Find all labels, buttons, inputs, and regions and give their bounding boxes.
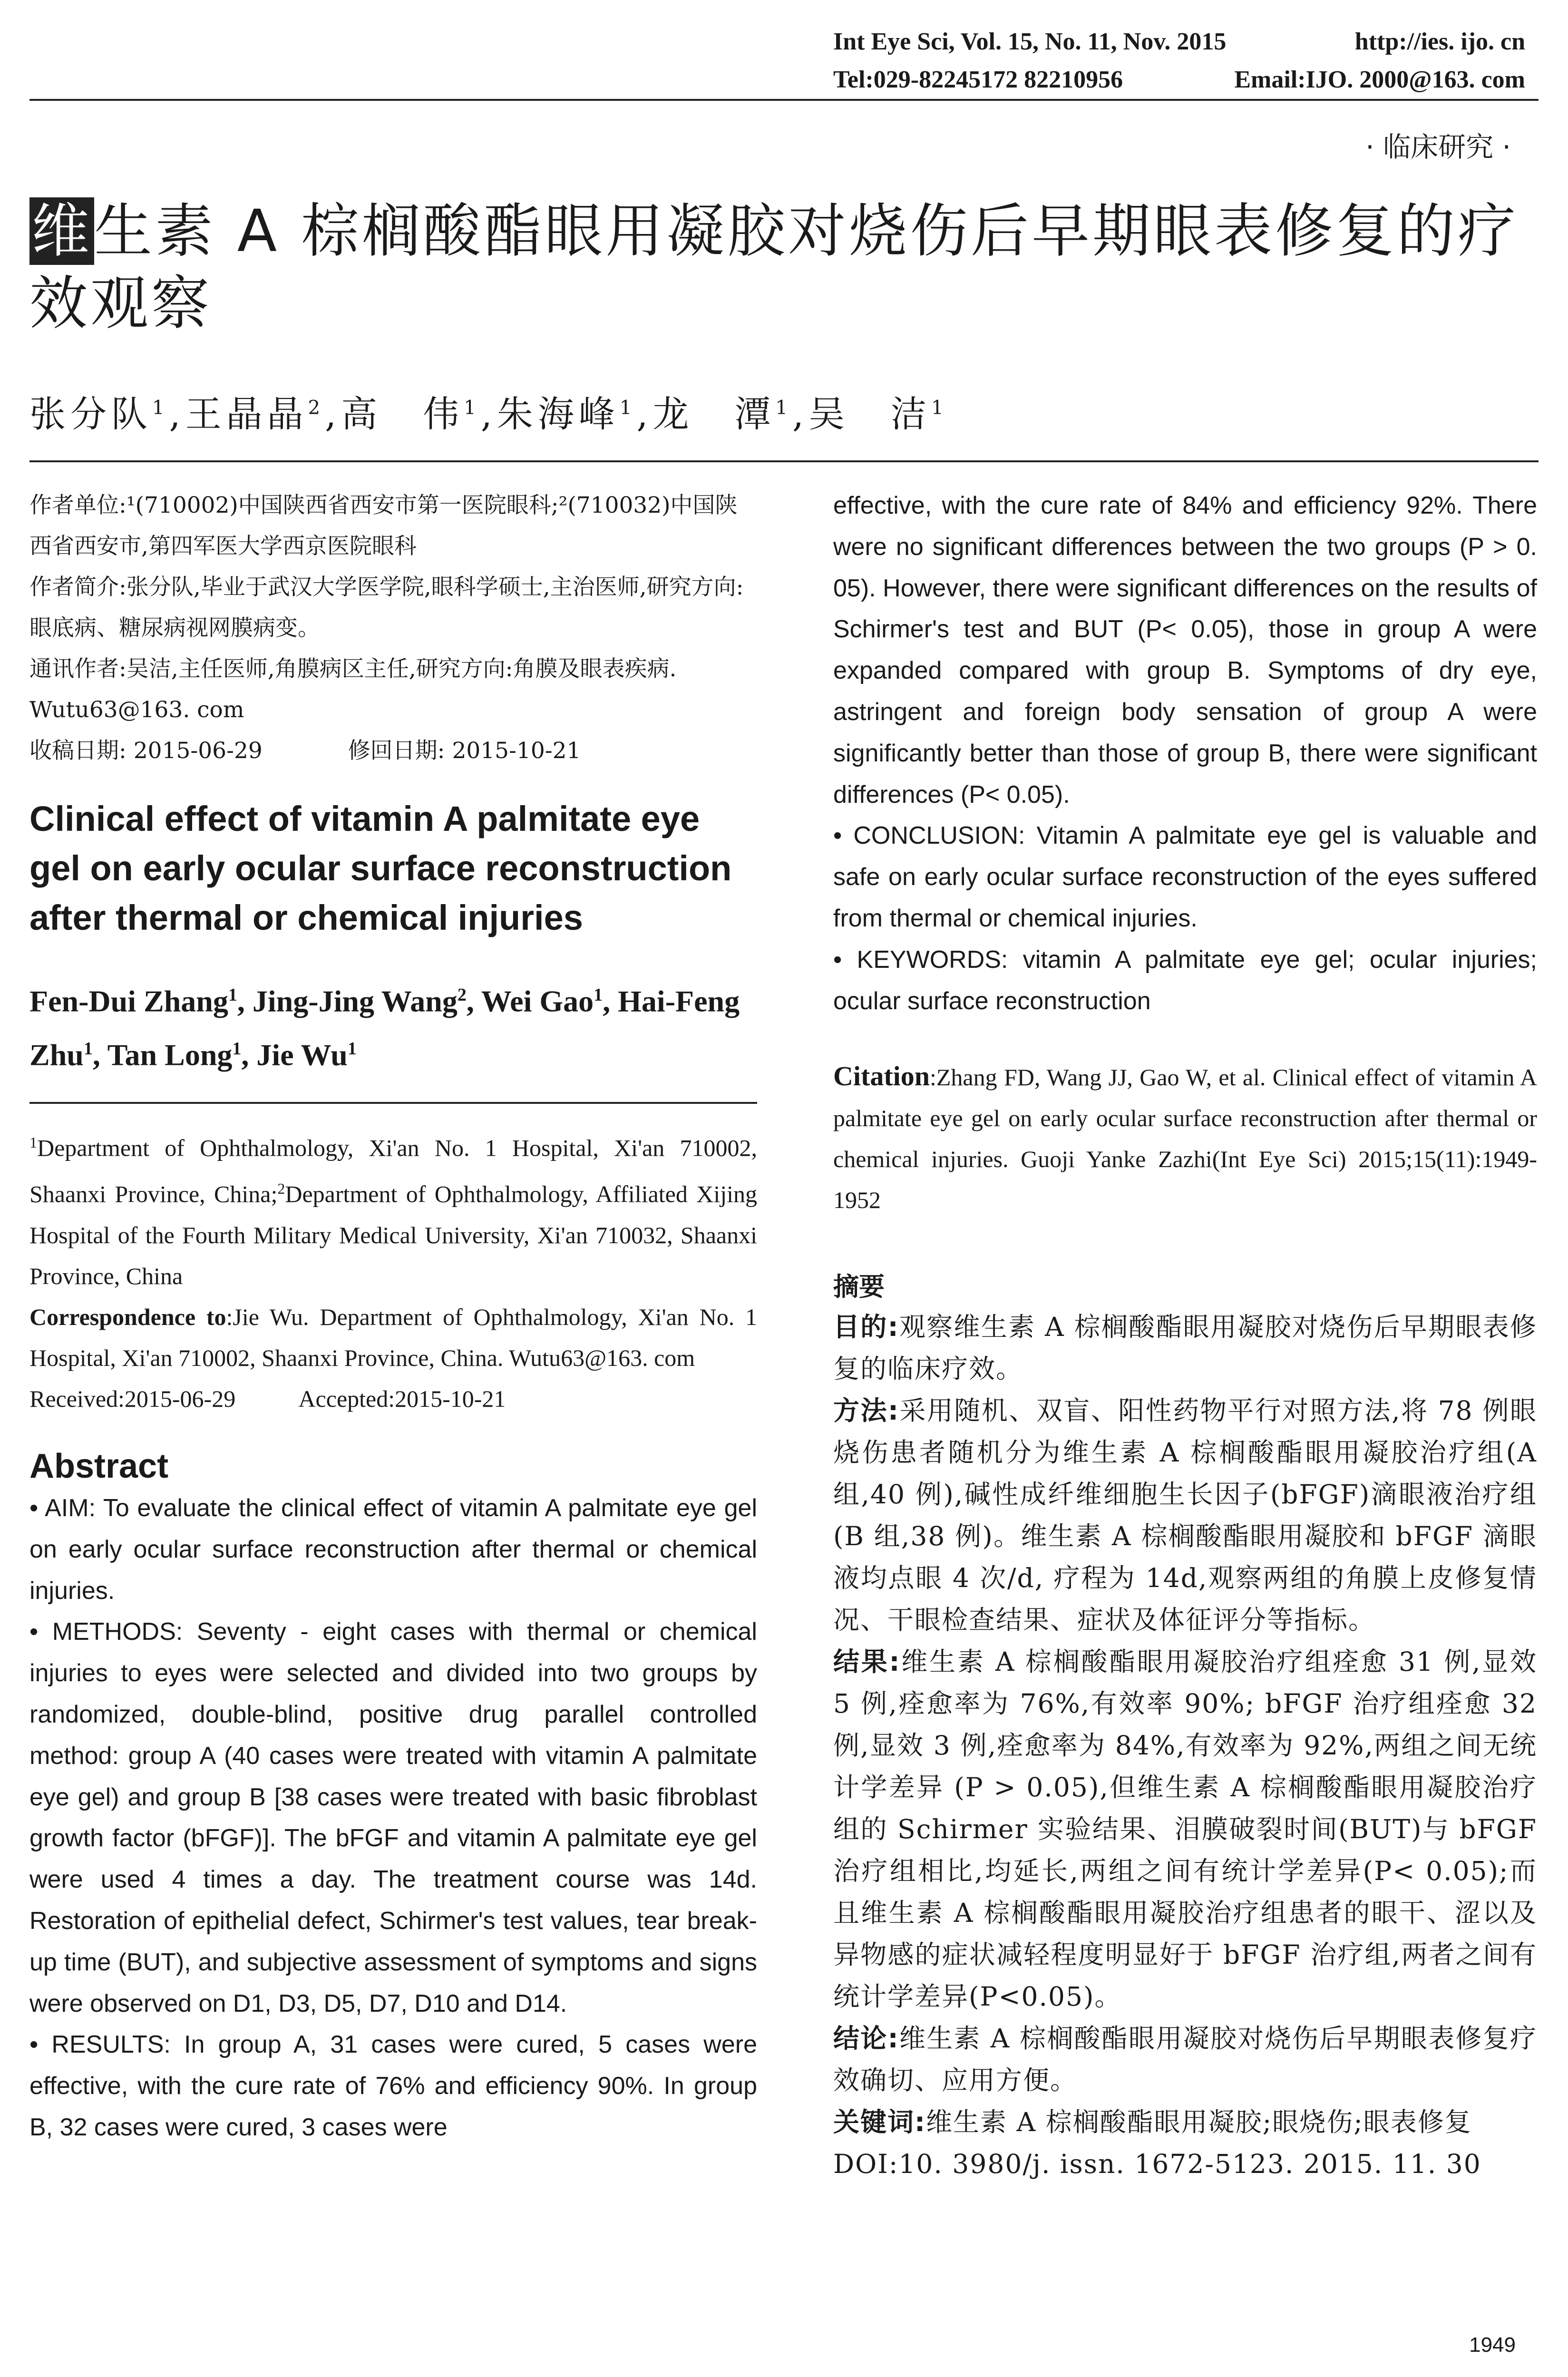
author-affiliation-mark: 1 [152, 397, 169, 419]
aff-text-2: Department of Ophthalmology, Affiliated Xijing Hospital of the Fourth Military Medical University, Xi'an 710032, Shaanxi Province, China [29, 1180, 757, 1289]
abstract-cn-methods [833, 1390, 1537, 1641]
conclusion-text-cn: 维生素 A 棕榈酸酯眼用凝胶对烧伤后早期眼表修复疗效确切、应用方便。 [833, 2023, 1537, 2096]
abstract-cn-keywords [833, 2101, 1537, 2143]
revised-cn: 修回日期: 2015-10-21 [348, 738, 581, 764]
section-tag: · 临床研究 · [1365, 131, 1511, 163]
author-affiliation-mark: 1 [594, 985, 603, 1005]
results-text-cn: 维生素 A 棕榈酸酯眼用凝胶治疗组痊愈 31 例,显效 5 例,痊愈率为 76%,有效率 90%; bFGF 治疗组痊愈 32 例,显效 3 例,痊愈率为 84%,有效率为 92%,两组之间无统计学差异 (P > 0.05),但维生素 A 棕榈酸酯眼用凝胶治疗组的 Schirmer 实验结果、泪膜破裂时间(BUT)与 bFGF 治疗组相比,均延长,两组之间有统计学差异(P< 0.05);而且维生素 A 棕榈酸酯眼用凝胶治疗组患者的眼干、涩以及异物感的症状减轻程度明显好于 bFGF 治疗组,两者之间有统计学差异(P<0.05)。 [833, 1646, 1537, 2012]
aff-text-1: Department of Ophthalmology, Xi'an No. 1 Hospital, Xi'an 710002, Shaanxi Province, China; [29, 1134, 757, 1208]
author-affiliation-mark: 2 [457, 985, 467, 1005]
info-dates [29, 731, 757, 771]
abstract-cn-aim [833, 1306, 1537, 1390]
correspondence-label: Correspondence to [29, 1303, 226, 1330]
affiliation-en [29, 1122, 757, 1296]
author-name: Fen-Dui Zhang [29, 984, 228, 1018]
methods-label-cn: 方法: [833, 1395, 899, 1426]
methods-text-cn: 采用随机、双盲、阳性药物平行对照方法,将 78 例眼烧伤患者随机分为维生素 A 棕榈酸酯眼用凝胶治疗组(A 组,40 例),碱性成纤维细胞生长因子(bFGF)滴眼液治疗组(B 组,38 例)。维生素 A 棕榈酸酯眼用凝胶和 bFGF 滴眼液均点眼 4 次/d, 疗程为 14d,观察两组的角膜上皮修复情况、干眼检查结果、症状及体征评分等指标。 [833, 1395, 1538, 1636]
aff-sup-2: 2 [277, 1180, 285, 1198]
correspondence-text: :Jie Wu. Department of Ophthalmology, Xi'an No. 1 Hospital, Xi'an 710002, Shaanxi Province, China. Wutu63@163. com [29, 1303, 758, 1371]
authors-en: Fen-Dui Zhang$^1$, Jing-Jing Wang$^2$, Wei Gao$^1$, Hai-Feng Zhu$^1$, Tan Long$^1$, Jie Wu$^1$ [29, 984, 740, 1072]
citation-text: :Zhang FD, Wang JJ, Gao W, et al. Clinical effect of vitamin A palmitate eye gel on early ocular surface reconstruction after thermal or chemical injuries. Guoji Yanke Zazhi(Int Eye Sci) 2015;15(11):1949-1952 [833, 1064, 1537, 1214]
journal-url[interactable]: http://ies. ijo. cn [1354, 28, 1525, 55]
title-first-char: 维 [29, 197, 94, 265]
author-name: Wei Gao [481, 984, 594, 1018]
author-name: 朱海峰 [497, 393, 620, 435]
author-affiliation-mark: 1 [931, 397, 948, 419]
abstract-aim: • AIM: To evaluate the clinical effect of vitamin A palmitate eye gel on early ocular surface reconstruction after thermal or chemical injuries. [29, 1494, 757, 1605]
author-affiliation-mark: 1 [775, 397, 792, 419]
author-name: Tan Long [107, 1038, 233, 1072]
info-intro: 作者简介:张分队,毕业于武汉大学医学院,眼科学硕士,主治医师,研究方向:眼底病、糖尿病视网膜病变。 [29, 574, 744, 641]
author-name: Hai-Feng Zhu [29, 984, 740, 1072]
abstract-methods: • METHODS: Seventy - eight cases with thermal or chemical injuries to eyes were selected and divided into two groups by randomized, double-blind, positive drug parallel controlled method: group A (40 cases were treated with vitamin A palmitate eye gel) and group B [38 cases were treated with basic fibroblast growth factor (bFGF)]. The bFGF and vitamin A palmitate eye gel were used 4 times a day. The treatment course was 14d. Restoration of epithelial defect, Schirmer's test values, tear break-up time (BUT), and subjective assessment of symptoms and signs were observed on D1, D3, D5, D7, D10 and D14. [29, 1618, 757, 2017]
page-number: 1949 [1469, 2333, 1516, 2357]
aff-sup-1: 1 [29, 1133, 37, 1151]
correspondence [29, 1296, 757, 1378]
abstract-results-part2: effective, with the cure rate of 84% and efficiency 92%. There were no significant differences between the two groups (P > 0. 05). However, there were significant differences on the results of Schirmer's test and BUT (P< 0.05), those in group A were expanded compared with group B. Symptoms of dry eye, astringent and foreign body sensation of group A were significantly better than those of group B, there were significant differences (P< 0.05). [833, 492, 1537, 809]
title-cn [29, 195, 1551, 340]
authors-cn: 张分队$^1$,王晶晶$^2$,高 伟$^1$,朱海峰$^1$,龙 潭$^1$,吴 洁$^1$ [29, 393, 948, 435]
conclusion-label-cn: 结论: [833, 2023, 899, 2054]
received-en: Received:2015-06-29 [29, 1385, 236, 1412]
right-column [833, 485, 1537, 2185]
author-name: Jie Wu [256, 1038, 348, 1072]
author-affiliation-mark: 1 [347, 1039, 357, 1059]
author-affiliation-mark: 1 [228, 985, 237, 1005]
author-name: 张分队 [29, 393, 152, 435]
left-column [29, 485, 757, 2148]
abstract-keywords: • KEYWORDS: vitamin A palmitate eye gel; ocular injuries; ocular surface reconstruction [833, 945, 1537, 1015]
journal-line: Int Eye Sci, Vol. 15, No. 11, Nov. 2015 [833, 28, 1227, 55]
abstract-heading: Abstract [29, 1447, 169, 1485]
abstract-cn-heading: 摘要 [833, 1272, 885, 1302]
authors-rule [29, 460, 1539, 462]
author-name: 龙 潭 [653, 393, 776, 435]
dates-en [29, 1378, 757, 1419]
aim-text-cn: 观察维生素 A 棕榈酸酯眼用凝胶对烧伤后早期眼表修复的临床疗效。 [833, 1312, 1537, 1384]
citation [833, 1056, 1537, 1220]
journal-email[interactable]: Email:IJO. 2000@163. com [1234, 66, 1525, 93]
abstract-results-part1: • RESULTS: In group A, 31 cases were cured, 5 cases were effective, with the cure rate of 76% and efficiency 90%. In group B, 32 cases were cured, 3 cases were [29, 2031, 757, 2141]
author-name: 吴 洁 [808, 393, 932, 435]
title-en: Clinical effect of vitamin A palmitate eye gel on early ocular surface reconstruction after thermal or chemical injuries [29, 799, 732, 937]
title-cn-rest: 生素 A 棕榈酸酯眼用凝胶对烧伤后早期眼表修复的疗效观察 [29, 197, 1519, 337]
received-cn: 收稿日期: 2015-06-29 [29, 738, 263, 764]
header-rule [29, 99, 1539, 101]
accepted-en: Accepted:2015-10-21 [298, 1385, 506, 1412]
citation-label: Citation [833, 1061, 930, 1092]
author-name: Jing-Jing Wang [252, 984, 458, 1018]
author-affiliation-mark: 1 [83, 1039, 93, 1059]
keywords-label-cn: 关键词: [833, 2107, 926, 2138]
aim-label-cn: 目的: [833, 1312, 899, 1343]
author-affiliation-mark: 1 [619, 397, 637, 419]
affiliation-rule [29, 1102, 757, 1104]
author-name: 王晶晶 [185, 393, 308, 435]
info-corr: 通讯作者:吴洁,主任医师,角膜病区主任,研究方向:角膜及眼表疾病. Wutu63@163. com [29, 656, 677, 723]
abstract-cn-results [833, 1641, 1537, 2017]
keywords-text-cn: 维生素 A 棕榈酸酯眼用凝胶;眼烧伤;眼表修复 [926, 2107, 1472, 2138]
author-affiliation-mark: 1 [232, 1039, 242, 1059]
results-label-cn: 结果: [833, 1646, 901, 1677]
doi[interactable]: DOI:10. 3980/j. issn. 1672-5123. 2015. 11. 30 [833, 2149, 1481, 2180]
info-unit: 作者单位:¹(710002)中国陕西省西安市第一医院眼科;²(710032)中国陕西省西安市,第四军医大学西京医院眼科 [29, 492, 738, 559]
journal-tel: Tel:029-82245172 82210956 [833, 66, 1123, 93]
author-affiliation-mark: 2 [308, 397, 325, 419]
abstract-conclusion: • CONCLUSION: Vitamin A palmitate eye gel is valuable and safe on early ocular surface reconstruction of the eyes suffered from thermal or chemical injuries. [833, 822, 1537, 932]
abstract-cn-conclusion [833, 2017, 1537, 2101]
author-affiliation-mark: 1 [464, 397, 481, 419]
author-name: 高 伟 [341, 393, 464, 435]
